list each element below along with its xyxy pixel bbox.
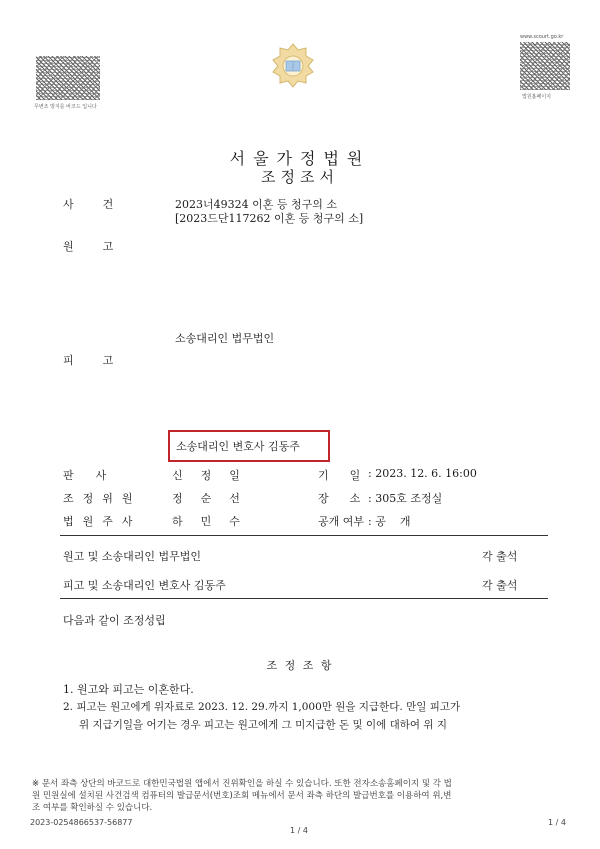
notice-line-3: 조 여부를 확인하실 수 있습니다.: [32, 803, 153, 813]
public-value: : 공 개: [368, 515, 411, 528]
case-line-1: 2023너49324 이혼 등 청구의 소: [175, 198, 337, 211]
notice-line-1: ※ 문서 좌측 상단의 바코드로 대한민국법원 앱에서 진위확인을 하실 수 있습니다. 또한 전자소송홈페이지 및 각 법: [32, 779, 452, 789]
page-number-center: 1 / 4: [290, 826, 308, 835]
notice-line-2: 원 민원실에 설치된 사건검색 컴퓨터의 발급문서(번호)조회 메뉴에서 문서 좌측 하단의 발급번호를 이용하여 위,변: [32, 791, 452, 801]
divider-bottom: [60, 598, 548, 599]
clause-1: 1. 원고와 피고는 이혼한다.: [63, 683, 194, 696]
plaintiff-agent: 소송대리인 법무법인: [175, 332, 275, 345]
qr-code: [520, 42, 570, 90]
session-date-value: : 2023. 12. 6. 16:00: [368, 467, 477, 480]
qr-caption: 법원홈페이지: [522, 94, 551, 100]
public-label: 공개 여부: [318, 515, 365, 528]
barcode: [36, 56, 100, 100]
session-place-label: 장 소: [318, 492, 361, 505]
attendance-party-1: 원고 및 소송대리인 법무법인: [63, 550, 202, 563]
site-url: www.scourt.go.kr: [520, 34, 564, 40]
court-emblem-icon: [270, 42, 316, 88]
document-title: 조정조서: [261, 168, 339, 186]
verification-notice: [32, 778, 572, 814]
official-name-clerk: 하민수: [172, 515, 258, 528]
official-role-mediator: 조정위원: [63, 492, 142, 505]
clause-2-line-1: 2. 피고는 원고에게 위자료로 2023. 12. 29.까지 1,000만 원을 지급한다. 만일 피고가: [63, 701, 461, 713]
court-name: 서울가정법원: [229, 149, 371, 168]
divider-top: [60, 535, 548, 536]
session-place-value: : 305호 조정실: [368, 492, 443, 505]
barcode-caption: 무변조 방지를 바코드 입니다: [34, 104, 97, 110]
case-label: 사 건: [63, 198, 117, 211]
defendant-agent: 소송대리인 변호사 김동주: [176, 440, 300, 453]
clauses-title: 조 정 조 항: [266, 659, 334, 672]
case-line-2: [2023드단117262 이혼 등 청구의 소]: [175, 212, 364, 225]
plaintiff-label: 원 고: [63, 240, 117, 253]
issue-number: 2023-0254866537-56877: [30, 818, 133, 827]
attendance-party-2: 피고 및 소송대리인 변호사 김동주: [63, 579, 226, 592]
attendance-status-2: 각 출석: [482, 579, 518, 592]
official-name-mediator: 정순선: [172, 492, 258, 505]
official-role-clerk: 법원주사: [63, 515, 142, 528]
result-text: 다음과 같이 조정성립: [63, 614, 166, 627]
session-date-label: 기 일: [318, 469, 361, 482]
attendance-status-1: 각 출석: [482, 550, 518, 563]
clause-2-line-2: 위 지급기일을 어기는 경우 피고는 원고에게 그 미지급한 돈 및 이에 대하여 위 지: [79, 719, 447, 731]
official-role-judge: 판사: [63, 469, 129, 482]
defendant-label: 피 고: [63, 354, 117, 367]
official-name-judge: 신정일: [172, 469, 258, 482]
page-number-right: 1 / 4: [548, 818, 566, 827]
